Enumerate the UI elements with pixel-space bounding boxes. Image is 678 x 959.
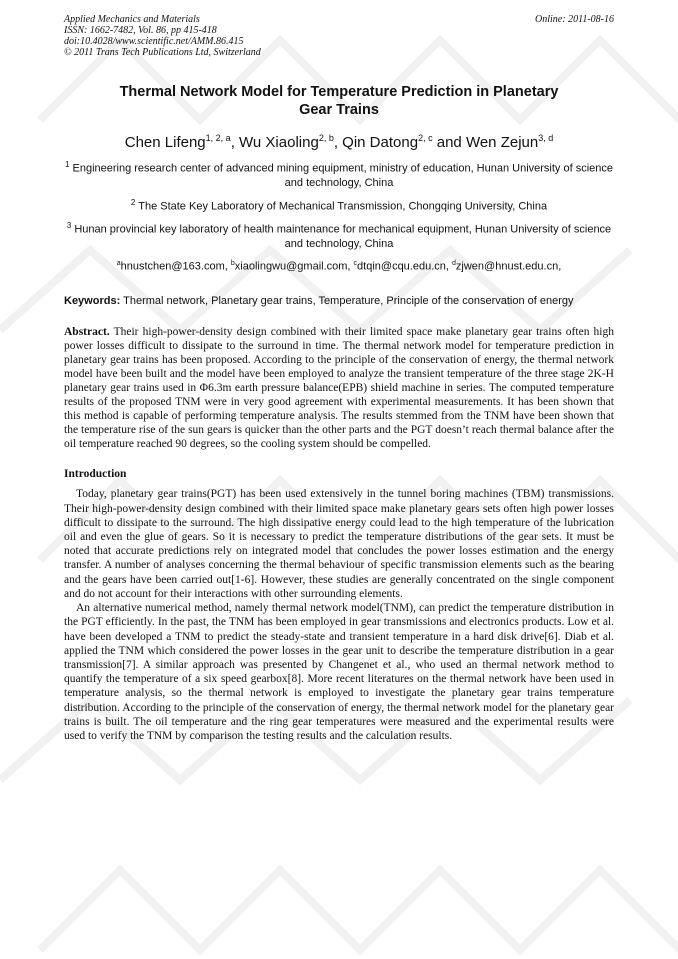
author-name: Qin Datong bbox=[342, 134, 419, 151]
author-separator: , bbox=[333, 134, 343, 151]
affiliation-number: 1 bbox=[64, 160, 70, 169]
body-paragraph: An alternative numerical method, namely thermal network model(TNM), can predict the temperature distribution in the PGT efficiently. In the past, the TNM has been employed in gear transmissions and electronics products. Low et al. have been developed a TNM to predict the steady-state and transient temperature in a hard disk drive[6]. Diab et al. applied the TNM which considered the power losses in the gear unit to describe the temperature distribution in a gear transmission[7]. A similar approach was presented by Changenet et al., who used an thermal network method to quantify the temperature of a six speed gearbox[8]. More recent literatures on the thermal network have been used in temperature analysis, so the thermal network is employed to investigate the planetary gear trains temperature distribution. According to the principle of the conservation of energy, the thermal network model for the planetary gear trains is built. The oil temperature and the ring gear temperatures were measured and the experimental results were used to verify the TNM by comparison the testing results and the calculation results. bbox=[64, 602, 614, 742]
author-list bbox=[64, 129, 614, 152]
doi-line: doi:10.4028/www.scientific.net/AMM.86.415 bbox=[64, 36, 244, 47]
email-marker: d bbox=[452, 259, 456, 267]
author-separator: and bbox=[432, 134, 466, 151]
keywords-label: Keywords: bbox=[64, 294, 121, 307]
author-separator: , bbox=[230, 134, 240, 151]
email-address: dtqin@cqu.edu.cn bbox=[357, 260, 446, 273]
author-name: Wu Xiaoling bbox=[239, 134, 319, 151]
body-paragraph: Today, planetary gear trains(PGT) has been used extensively in the tunnel boring machines (TBM) transmissions. Their high-power-density design combined with their limited space make planetary gears sets often high power losses difficult to dissipate to the surround. The high dissipative energy could lead to the high temperature of the lubrication oil and even the glue of gears. So it is necessary to predict the temperature distributions of the gear sets. It must be noted that accurate predictions rely on integrated model that concludes the power losses estimation and the energy transfer. A number of analyses concerning the thermal behaviour of specific transmission elements such as the bearing and the gears have been carried out[1-6]. However, these studies are generally concentrated on the single component and do not account for their interactions with other surrounding elements. bbox=[64, 488, 614, 600]
author-affiliation-marker: 2, c bbox=[418, 133, 433, 143]
paper-title: Thermal Network Model for Temperature Prediction in Planetary Gear Trains bbox=[119, 84, 559, 118]
affiliation-text: The State Key Laboratory of Mechanical Transmission, Chongqing University, China bbox=[138, 200, 548, 213]
affiliation-text: Engineering research center of advanced mining equipment, ministry of education, Hunan University of science and technology, China bbox=[72, 162, 614, 189]
section-heading: Introduction bbox=[64, 468, 127, 481]
email-marker: c bbox=[353, 259, 358, 267]
issn-line: ISSN: 1662-7482, Vol. 86, pp 415-418 bbox=[64, 25, 217, 36]
affiliation bbox=[64, 158, 614, 190]
author-affiliation-marker: 2, b bbox=[318, 133, 334, 143]
abstract bbox=[64, 325, 614, 452]
author-affiliation-marker: 1, 2, a bbox=[205, 133, 231, 143]
email-address: zjwen@hnust.edu.cn bbox=[455, 260, 559, 273]
affiliation-number: 2 bbox=[130, 197, 136, 207]
keywords-text: Thermal network, Planetary gear trains, Temperature, Principle of the conservation of energy bbox=[123, 294, 574, 307]
affiliation bbox=[64, 196, 614, 214]
journal-header bbox=[64, 14, 614, 58]
abstract-text: Their high-power-density design combined with their limited space make planetary gear trains often high power losses difficult to dissipate to the surround in time. The thermal network model for temperature prediction in planetary gear trains has been proposed. According to the principle of the conservation of energy, the thermal network model have been built and the model have been employed to analyze the transient temperature of the three stage 2K-H planetary gear trains used in Φ6.3m earth pressure balance(EPB) shield machine in series. The computed temperature results of the proposed TNM were in very good agreement with experimental measurements. It has been shown that this method is capable of performing temperature analysis. The results stemmed from the TNM have been shown that the temperature rise of the sun gears is quicker than the other parts and the PGT doesn’t reach thermal balance after the oil temperature reached 90 degrees, so the cooling system should be compelled. bbox=[64, 325, 615, 451]
author-name: Wen Zejun bbox=[465, 134, 539, 151]
journal-name: Applied Mechanics and Materials bbox=[64, 14, 200, 25]
email-address: xiaolingwu@gmail.com bbox=[234, 260, 348, 273]
email-marker: a bbox=[116, 259, 121, 267]
email-list: $^a$hnustchen@163.com, $^b$xiaolingwu@gmail.com, $^c$dtqin@cqu.edu.cn, $^d$zjwen@hnust.edu.cn, bbox=[116, 259, 562, 273]
author-affiliation-marker: 3, d bbox=[538, 133, 554, 143]
affiliation bbox=[64, 219, 614, 251]
email-address: hnustchen@163.com bbox=[120, 260, 225, 273]
keywords bbox=[64, 294, 614, 308]
affiliation-text: Hunan provincial key laboratory of health maintenance for mechanical equipment, Hunan University of science and technology, China bbox=[74, 223, 612, 250]
author-name: Chen Lifeng bbox=[124, 134, 206, 151]
affiliation-number: 3 bbox=[66, 221, 72, 231]
copyright-line: © 2011 Trans Tech Publications Ltd, Switzerland bbox=[64, 47, 261, 58]
online-date: Online: 2011-08-16 bbox=[535, 14, 614, 25]
abstract-label: Abstract. bbox=[64, 325, 110, 338]
email-marker: b bbox=[230, 259, 235, 267]
